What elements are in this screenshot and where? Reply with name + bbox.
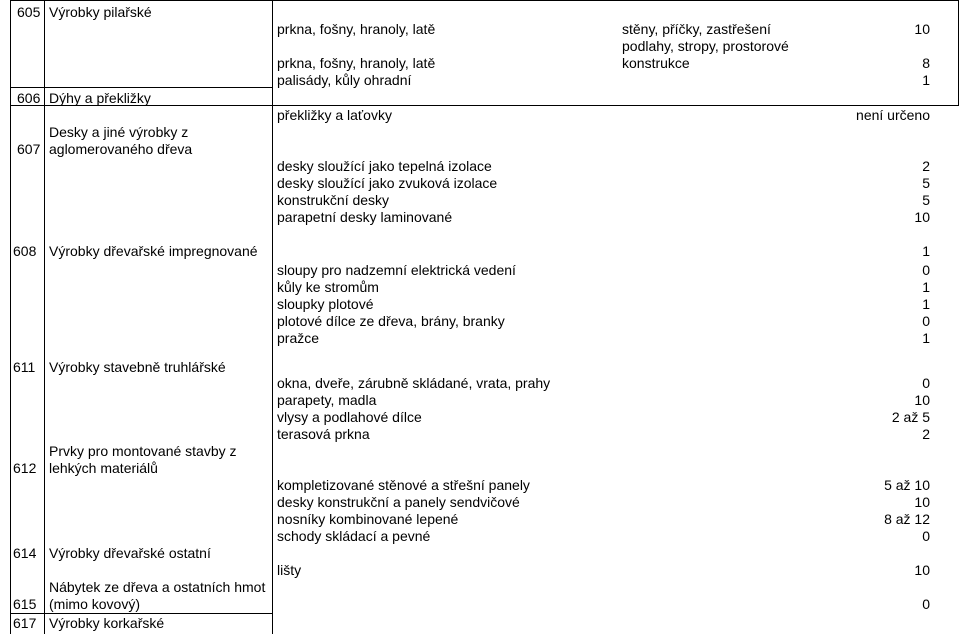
- group-title: Výrobky dřevařské impregnované: [49, 243, 258, 259]
- group-code: 612: [13, 460, 37, 476]
- product-name: palisády, kůly ohradní: [277, 72, 412, 88]
- group-title: Výrobky stavebně truhlářské: [49, 359, 226, 375]
- product-value: 0: [922, 528, 930, 544]
- grid-line-left: [10, 0, 11, 634]
- group-value: 1: [922, 243, 930, 259]
- product-name: okna, dveře, zárubně skládané, vrata, prahy: [277, 375, 551, 391]
- product-name: sloupy pro nadzemní elektrická vedení: [277, 262, 516, 278]
- product-name: prkna, fošny, hranoly, latě: [277, 55, 436, 71]
- group-title: Desky a jiné výrobky z: [49, 124, 189, 140]
- product-value: 5: [922, 175, 930, 191]
- product-value: 1: [922, 330, 930, 346]
- group-code: 611: [13, 359, 36, 375]
- group-code: 608: [13, 243, 37, 259]
- group-title: Výrobky korkařské: [49, 615, 165, 631]
- product-value: 8: [922, 55, 930, 71]
- product-value: 10: [914, 209, 930, 225]
- group-title: Výrobky pilařské: [49, 4, 152, 20]
- grid-line-top: [10, 0, 959, 1]
- product-value: 8 až 12: [884, 511, 930, 527]
- product-value: 10: [914, 21, 930, 37]
- product-value: 5 až 10: [884, 477, 930, 493]
- group-code: 606: [17, 90, 41, 106]
- product-name: schody skládací a pevné: [277, 528, 431, 544]
- group-code: 605: [17, 4, 41, 20]
- product-value: 2: [922, 158, 930, 174]
- product-name: nosníky kombinované lepené: [277, 511, 459, 527]
- group-code: 615: [13, 596, 37, 612]
- product-name: pražce: [277, 330, 320, 346]
- product-name: desky sloužící jako tepelná izolace: [277, 158, 492, 174]
- product-name: desky sloužící jako zvuková izolace: [277, 175, 498, 191]
- product-value: 0: [922, 262, 930, 278]
- product-use: konstrukce: [622, 55, 690, 71]
- product-name: parapety, madla: [277, 392, 377, 408]
- product-value: 1: [922, 279, 930, 295]
- product-name: kompletizované stěnové a střešní panely: [277, 477, 530, 493]
- group-code: 617: [13, 615, 37, 631]
- grid-line-605-606: [10, 87, 272, 88]
- product-value: 5: [922, 192, 930, 208]
- product-use: stěny, příčky, zastřešení: [622, 21, 771, 37]
- product-value: 10: [914, 494, 930, 510]
- product-value: není určeno: [856, 107, 930, 123]
- product-name: vlysy a podlahové dílce: [277, 409, 422, 425]
- product-name: prkna, fošny, hranoly, latě: [277, 21, 436, 37]
- product-value: 1: [922, 72, 930, 88]
- product-value: 10: [914, 562, 930, 578]
- product-value: 1: [922, 296, 930, 312]
- product-name: lišty: [277, 562, 302, 578]
- group-title: Výrobky dřevařské ostatní: [49, 545, 211, 561]
- group-title: Nábytek ze dřeva a ostatních hmot: [49, 579, 266, 595]
- product-name: konstrukční desky: [277, 192, 390, 208]
- product-name: terasová prkna: [277, 426, 370, 442]
- group-title: aglomerovaného dřeva: [49, 141, 193, 157]
- product-use: podlahy, stropy, prostorové: [622, 38, 789, 54]
- group-code: 607: [17, 141, 41, 157]
- product-value: 0: [922, 313, 930, 329]
- product-value: 10: [914, 392, 930, 408]
- product-value: 2 až 5: [891, 409, 930, 425]
- product-name: plotové dílce ze dřeva, brány, branky: [277, 313, 505, 329]
- group-title: Dýhy a překližky: [49, 90, 151, 106]
- product-value: 0: [922, 375, 930, 391]
- product-name: kůly ke stromům: [277, 279, 379, 295]
- product-name: překližky a laťovky: [277, 107, 392, 123]
- grid-line-right: [958, 0, 959, 105]
- group-value: 0: [922, 596, 930, 612]
- grid-line-615-617: [10, 613, 272, 614]
- product-value: 2: [922, 426, 930, 442]
- group-title: (mimo kovový): [49, 596, 141, 612]
- grid-line-col2: [272, 0, 273, 634]
- group-code: 614: [13, 545, 37, 561]
- group-title: Prvky pro montované stavby z: [49, 443, 237, 459]
- product-name: parapetní desky laminované: [277, 209, 453, 225]
- grid-line-606-607: [10, 105, 959, 106]
- group-title: lehkých materiálů: [49, 460, 158, 476]
- product-name: desky konstrukční a panely sendvičové: [277, 494, 520, 510]
- grid-line-col1: [44, 0, 45, 634]
- product-name: sloupky plotové: [277, 296, 374, 312]
